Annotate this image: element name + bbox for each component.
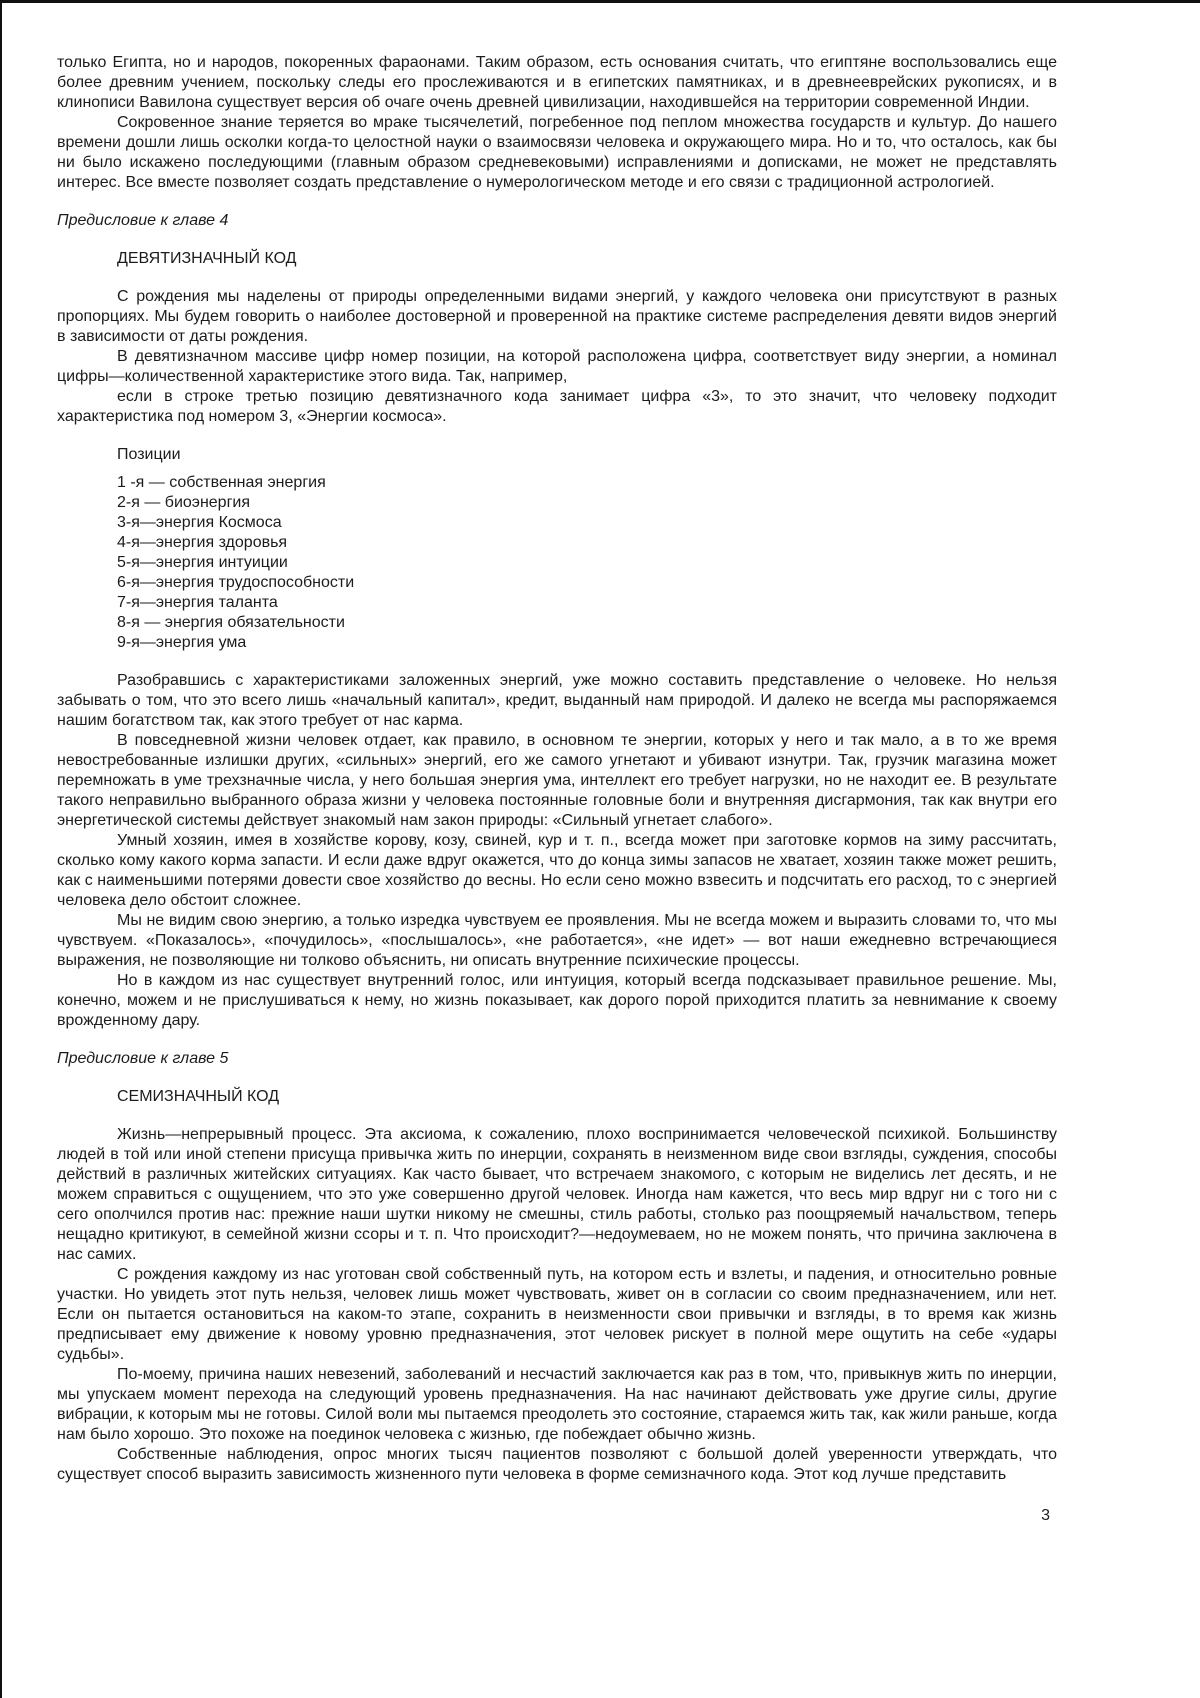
list-item: 9-я—энергия ума	[117, 634, 247, 651]
chapter4-preface-heading: Предисловие к главе 4	[57, 212, 229, 229]
chapter5-paragraph-2: С рождения каждому из нас уготован свой собственный путь, на котором есть и взлеты, и падения, и относительно ровные участки. Но увидеть этот путь нельзя, человек лишь может чувствовать, живет он в согласии со своим предназначением, или нет. Если он пытается остановиться на каком-то этапе, сохранить в неизменности свои привычки и взгляды, в то время как жизнь предписывает ему движение к новому уровню предназначения, этот человек рискует в полной мере ощутить на себе «удары судьбы».	[57, 1266, 1057, 1363]
intro-paragraph-2: Сокровенное знание теряется во мраке тысячелетий, погребенное под пеплом множества государств и культур. До нашего времени дошли лишь осколки когда-то целостной науки о взаимосвязи человека и окружающего мира. Но и то, что осталось, как бы ни было искажено последующими (главным образом средневековыми) исправлениями и дописками, не может не представлять интерес. Все вместе позволяет создать представление о нумерологическом методе и его связи с традиционной астрологией.	[57, 114, 1057, 191]
chapter4-paragraph-2: В девятизначном массиве цифр номер позиции, на которой расположена цифра, соответствует виду энергии, а номинал цифры—количественной характеристике этого вида. Так, например,	[57, 348, 1057, 385]
list-item: 1 -я — собственная энергия	[117, 474, 326, 491]
chapter4-title: ДЕВЯТИЗНАЧНЫЙ КОД	[117, 250, 297, 267]
chapter4-paragraph-8: Но в каждом из нас существует внутренний голос, или интуиция, который всегда подсказывает правильное решение. Мы, конечно, можем и не прислушиваться к нему, но жизнь показывает, как дорого порой приходится платить за невнимание к своему врожденному дару.	[57, 972, 1057, 1029]
chapter5-preface-heading: Предисловие к главе 5	[57, 1050, 229, 1067]
page-number: 3	[1041, 1507, 1050, 1524]
chapter4-paragraph-7: Мы не видим свою энергию, а только изредка чувствуем ее проявления. Мы не всегда можем и выразить словами то, что мы чувствуем. «Показалось», «почудилось», «послышалось», «не работается», «не идет» — вот наши ежедневно встречающиеся выражения, не позволяющие ни толково объяснить, ни описать внутренние психические процессы.	[57, 912, 1057, 969]
list-item: 2-я — биоэнергия	[117, 494, 251, 511]
chapter4-paragraph-3: если в строке третью позицию девятизначного кода занимает цифра «3», то это значит, что человеку подходит характеристика под номером 3, «Энергии космоса».	[57, 388, 1057, 425]
chapter4-paragraph-4: Разобравшись с характеристиками заложенных энергий, уже можно составить представление о человеке. Но нельзя забывать о том, что это всего лишь «начальный капитал», кредит, выданный нам природой. И далеко не всегда мы распоряжаемся нашим богатством так, как этого требует от нас карма.	[57, 672, 1057, 729]
list-item: 6-я—энергия трудоспособности	[117, 574, 355, 591]
positions-list	[57, 473, 1057, 653]
list-item: 3-я—энергия Космоса	[117, 514, 282, 531]
intro-paragraph-1: только Египта, но и народов, покоренных фараонами. Таким образом, есть основания считать, что египтяне воспользовались еще более древним учением, поскольку следы его прослеживаются и в египетских памятниках, и в древнееврейских рукописях, и в клинописи Вавилона существует версия об очаге очень древней цивилизации, находившейся на территории современной Индии.	[57, 54, 1057, 111]
list-item: 8-я — энергия обязательности	[117, 614, 345, 631]
list-item: 7-я—энергия таланта	[117, 594, 278, 611]
list-item: 5-я—энергия интуиции	[117, 554, 288, 571]
chapter5-paragraph-3: По-моему, причина наших невезений, заболеваний и несчастий заключается как раз в том, что, привыкнув жить по инерции, мы упускаем момент перехода на следующий уровень предназначения. На нас начинают действовать уже другие силы, другие вибрации, к которым мы не готовы. Силой воли мы пытаемся преодолеть это состояние, стараемся жить так, как жили раньше, когда нам было хорошо. Это похоже на поединок человека с жизнью, где побеждает обычно жизнь.	[57, 1366, 1057, 1443]
list-item: 4-я—энергия здоровья	[117, 534, 288, 551]
chapter5-paragraph-1: Жизнь—непрерывный процесс. Эта аксиома, к сожалению, плохо воспринимается человеческой психикой. Большинству людей в той или иной степени присуща привычка жить по инерции, сохранять в неизменном виде свои взгляды, суждения, способы действий в различных житейских ситуациях. Как часто бывает, что встречаем знакомого, с которым не виделись лет десять, и не можем справиться с ощущением, что это уже совершенно другой человек. Иногда нам кажется, что весь мир вдруг ни с того ни с сего ополчился против нас: прежние наши шутки никому не смешны, стиль работы, столько раз поощряемый начальством, теперь нещадно критикуют, в семейной жизни ссоры и т. п. Что происходит?—недоумеваем, но не можем понять, что причина заключена в нас самих.	[57, 1126, 1057, 1263]
chapter4-paragraph-6: Умный хозяин, имея в хозяйстве корову, козу, свиней, кур и т. п., всегда может при заготовке кормов на зиму рассчитать, сколько кому какого корма запасти. И если даже вдруг окажется, что до конца зимы запасов не хватает, хозяин также может решить, как с наименьшими потерями довести свое хозяйство до весны. Но если сено можно взвесить и подсчитать его расход, то с энергией человека дело обстоит сложнее.	[57, 832, 1057, 909]
chapter5-title: СЕМИЗНАЧНЫЙ КОД	[117, 1088, 280, 1105]
positions-label: Позиции	[117, 446, 181, 463]
chapter5-paragraph-4: Собственные наблюдения, опрос многих тысяч пациентов позволяют с большой долей уверенности утверждать, что существует способ выразить зависимость жизненного пути человека в форме семизначного кода. Этот код лучше представить	[57, 1446, 1057, 1483]
chapter4-paragraph-1: С рождения мы наделены от природы определенными видами энергий, у каждого человека они присутствуют в разных пропорциях. Мы будем говорить о наиболее достоверной и проверенной на практике системе распределения девяти видов энергий в зависимости от даты рождения.	[57, 288, 1057, 345]
chapter4-paragraph-5: В повседневной жизни человек отдает, как правило, в основном те энергии, которых у него и так мало, а в то же время невостребованные излишки других, «сильных» энергий, его же самого угнетают и убивают изнутри. Так, грузчик магазина может перемножать в уме трехзначные числа, у него большая энергия ума, интеллект его требует нагрузки, но не находит ее. В результате такого неправильно выбранного образа жизни у человека постоянные головные боли и внутренняя дисгармония, так как внутри его энергетической системы действует знакомый нам закон природы: «Сильный угнетает слабого».	[57, 732, 1057, 829]
